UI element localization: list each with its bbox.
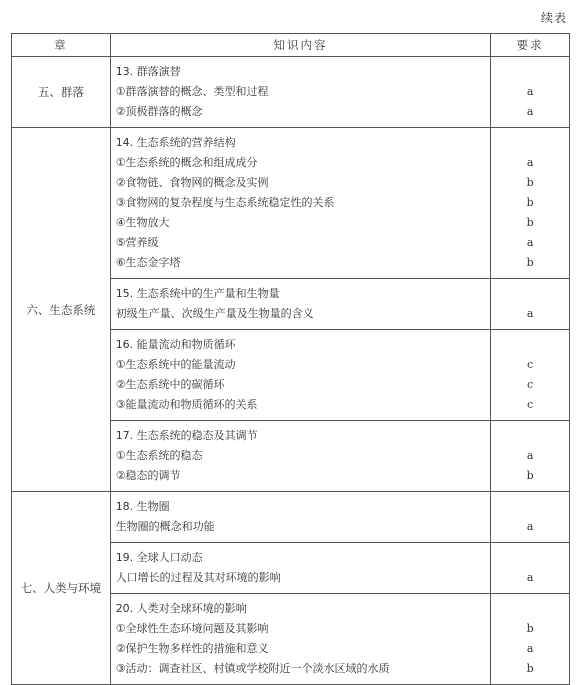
section-19 xyxy=(110,543,491,594)
requirement-level: a xyxy=(526,520,534,533)
requirements-18 xyxy=(491,492,570,543)
header-chapter: 章 xyxy=(12,34,111,57)
continued-label: 续表 xyxy=(540,11,567,25)
section-title: 20. 人类对全球环境的影响 xyxy=(115,602,247,615)
requirements-16 xyxy=(491,330,570,421)
section-title: 18. 生物圈 xyxy=(115,500,170,513)
knowledge-item: ②顶极群落的概念 xyxy=(115,105,203,118)
chapter-five: 五、群落 xyxy=(12,57,111,128)
section-13 xyxy=(110,57,491,128)
section-title: 16. 能量流动和物质循环 xyxy=(115,338,236,351)
knowledge-item: ⑥生态金字塔 xyxy=(115,256,181,269)
header-content: 知识内容 xyxy=(110,34,491,57)
requirements-17 xyxy=(491,421,570,492)
requirements-13 xyxy=(491,57,570,128)
requirement-level: a xyxy=(526,307,534,320)
knowledge-requirements-table xyxy=(11,33,570,685)
knowledge-item: 初级生产量、次级生产量及生物量的含义 xyxy=(115,307,314,320)
requirement-level: a xyxy=(526,236,534,249)
section-title: 13. 群落演替 xyxy=(115,65,181,78)
requirement-level: c xyxy=(527,358,534,371)
requirements-14 xyxy=(491,128,570,279)
requirement-level: a xyxy=(526,85,534,98)
section-14 xyxy=(110,128,491,279)
section-15 xyxy=(110,279,491,330)
knowledge-item: ①全球性生态环境问题及其影响 xyxy=(115,622,269,635)
requirement-level: a xyxy=(526,449,534,462)
knowledge-item: ③能量流动和物质循环的关系 xyxy=(115,398,258,411)
section-title: 17. 生态系统的稳态及其调节 xyxy=(115,429,258,442)
section-17 xyxy=(110,421,491,492)
requirement-level: b xyxy=(526,256,534,269)
requirements-20 xyxy=(491,594,570,685)
knowledge-item: 人口增长的过程及其对环境的影响 xyxy=(115,571,281,584)
header-requirement: 要求 xyxy=(491,34,570,57)
requirement-level: b xyxy=(526,176,534,189)
knowledge-item: ④生物放大 xyxy=(115,216,170,229)
table-row xyxy=(12,128,570,279)
requirement-level: b xyxy=(526,216,534,229)
requirements-15 xyxy=(491,279,570,330)
requirement-level: a xyxy=(526,571,534,584)
section-16 xyxy=(110,330,491,421)
knowledge-item: ②食物链、食物网的概念及实例 xyxy=(115,176,269,189)
requirement-level: b xyxy=(526,622,534,635)
requirement-level: b xyxy=(526,469,534,482)
requirement-level: c xyxy=(527,378,534,391)
knowledge-item: ⑤营养级 xyxy=(115,236,159,249)
section-title: 15. 生态系统中的生产量和生物量 xyxy=(115,287,280,300)
knowledge-item: ③食物网的复杂程度与生态系统稳定性的关系 xyxy=(115,196,335,209)
knowledge-item: ②生态系统中的碳循环 xyxy=(115,378,225,391)
section-20 xyxy=(110,594,491,685)
knowledge-item: ②保护生物多样性的措施和意义 xyxy=(115,642,269,655)
chapter-seven: 七、人类与环境 xyxy=(12,492,111,685)
section-18 xyxy=(110,492,491,543)
requirement-level: b xyxy=(526,196,534,209)
knowledge-item: ①生态系统中的能量流动 xyxy=(115,358,236,371)
table-row xyxy=(12,492,570,543)
knowledge-item: ②稳态的调节 xyxy=(115,469,181,482)
knowledge-item: ①生态系统的稳态 xyxy=(115,449,203,462)
requirement-level: c xyxy=(527,398,534,411)
knowledge-item: 生物圈的概念和功能 xyxy=(115,520,215,533)
knowledge-item: ①群落演替的概念、类型和过程 xyxy=(115,85,269,98)
requirement-level: a xyxy=(526,156,534,169)
requirement-level: b xyxy=(526,662,534,675)
requirement-level: a xyxy=(526,105,534,118)
section-title: 19. 全球人口动态 xyxy=(115,551,203,564)
knowledge-item: ①生态系统的概念和组成成分 xyxy=(115,156,258,169)
table-header-row xyxy=(12,34,570,57)
knowledge-item: ③活动：调查社区、村镇或学校附近一个淡水区域的水质 xyxy=(115,662,390,675)
section-title: 14. 生态系统的营养结构 xyxy=(115,136,236,149)
chapter-six: 六、生态系统 xyxy=(12,128,111,492)
table-row xyxy=(12,57,570,128)
requirement-level: a xyxy=(526,642,534,655)
requirements-19 xyxy=(491,543,570,594)
